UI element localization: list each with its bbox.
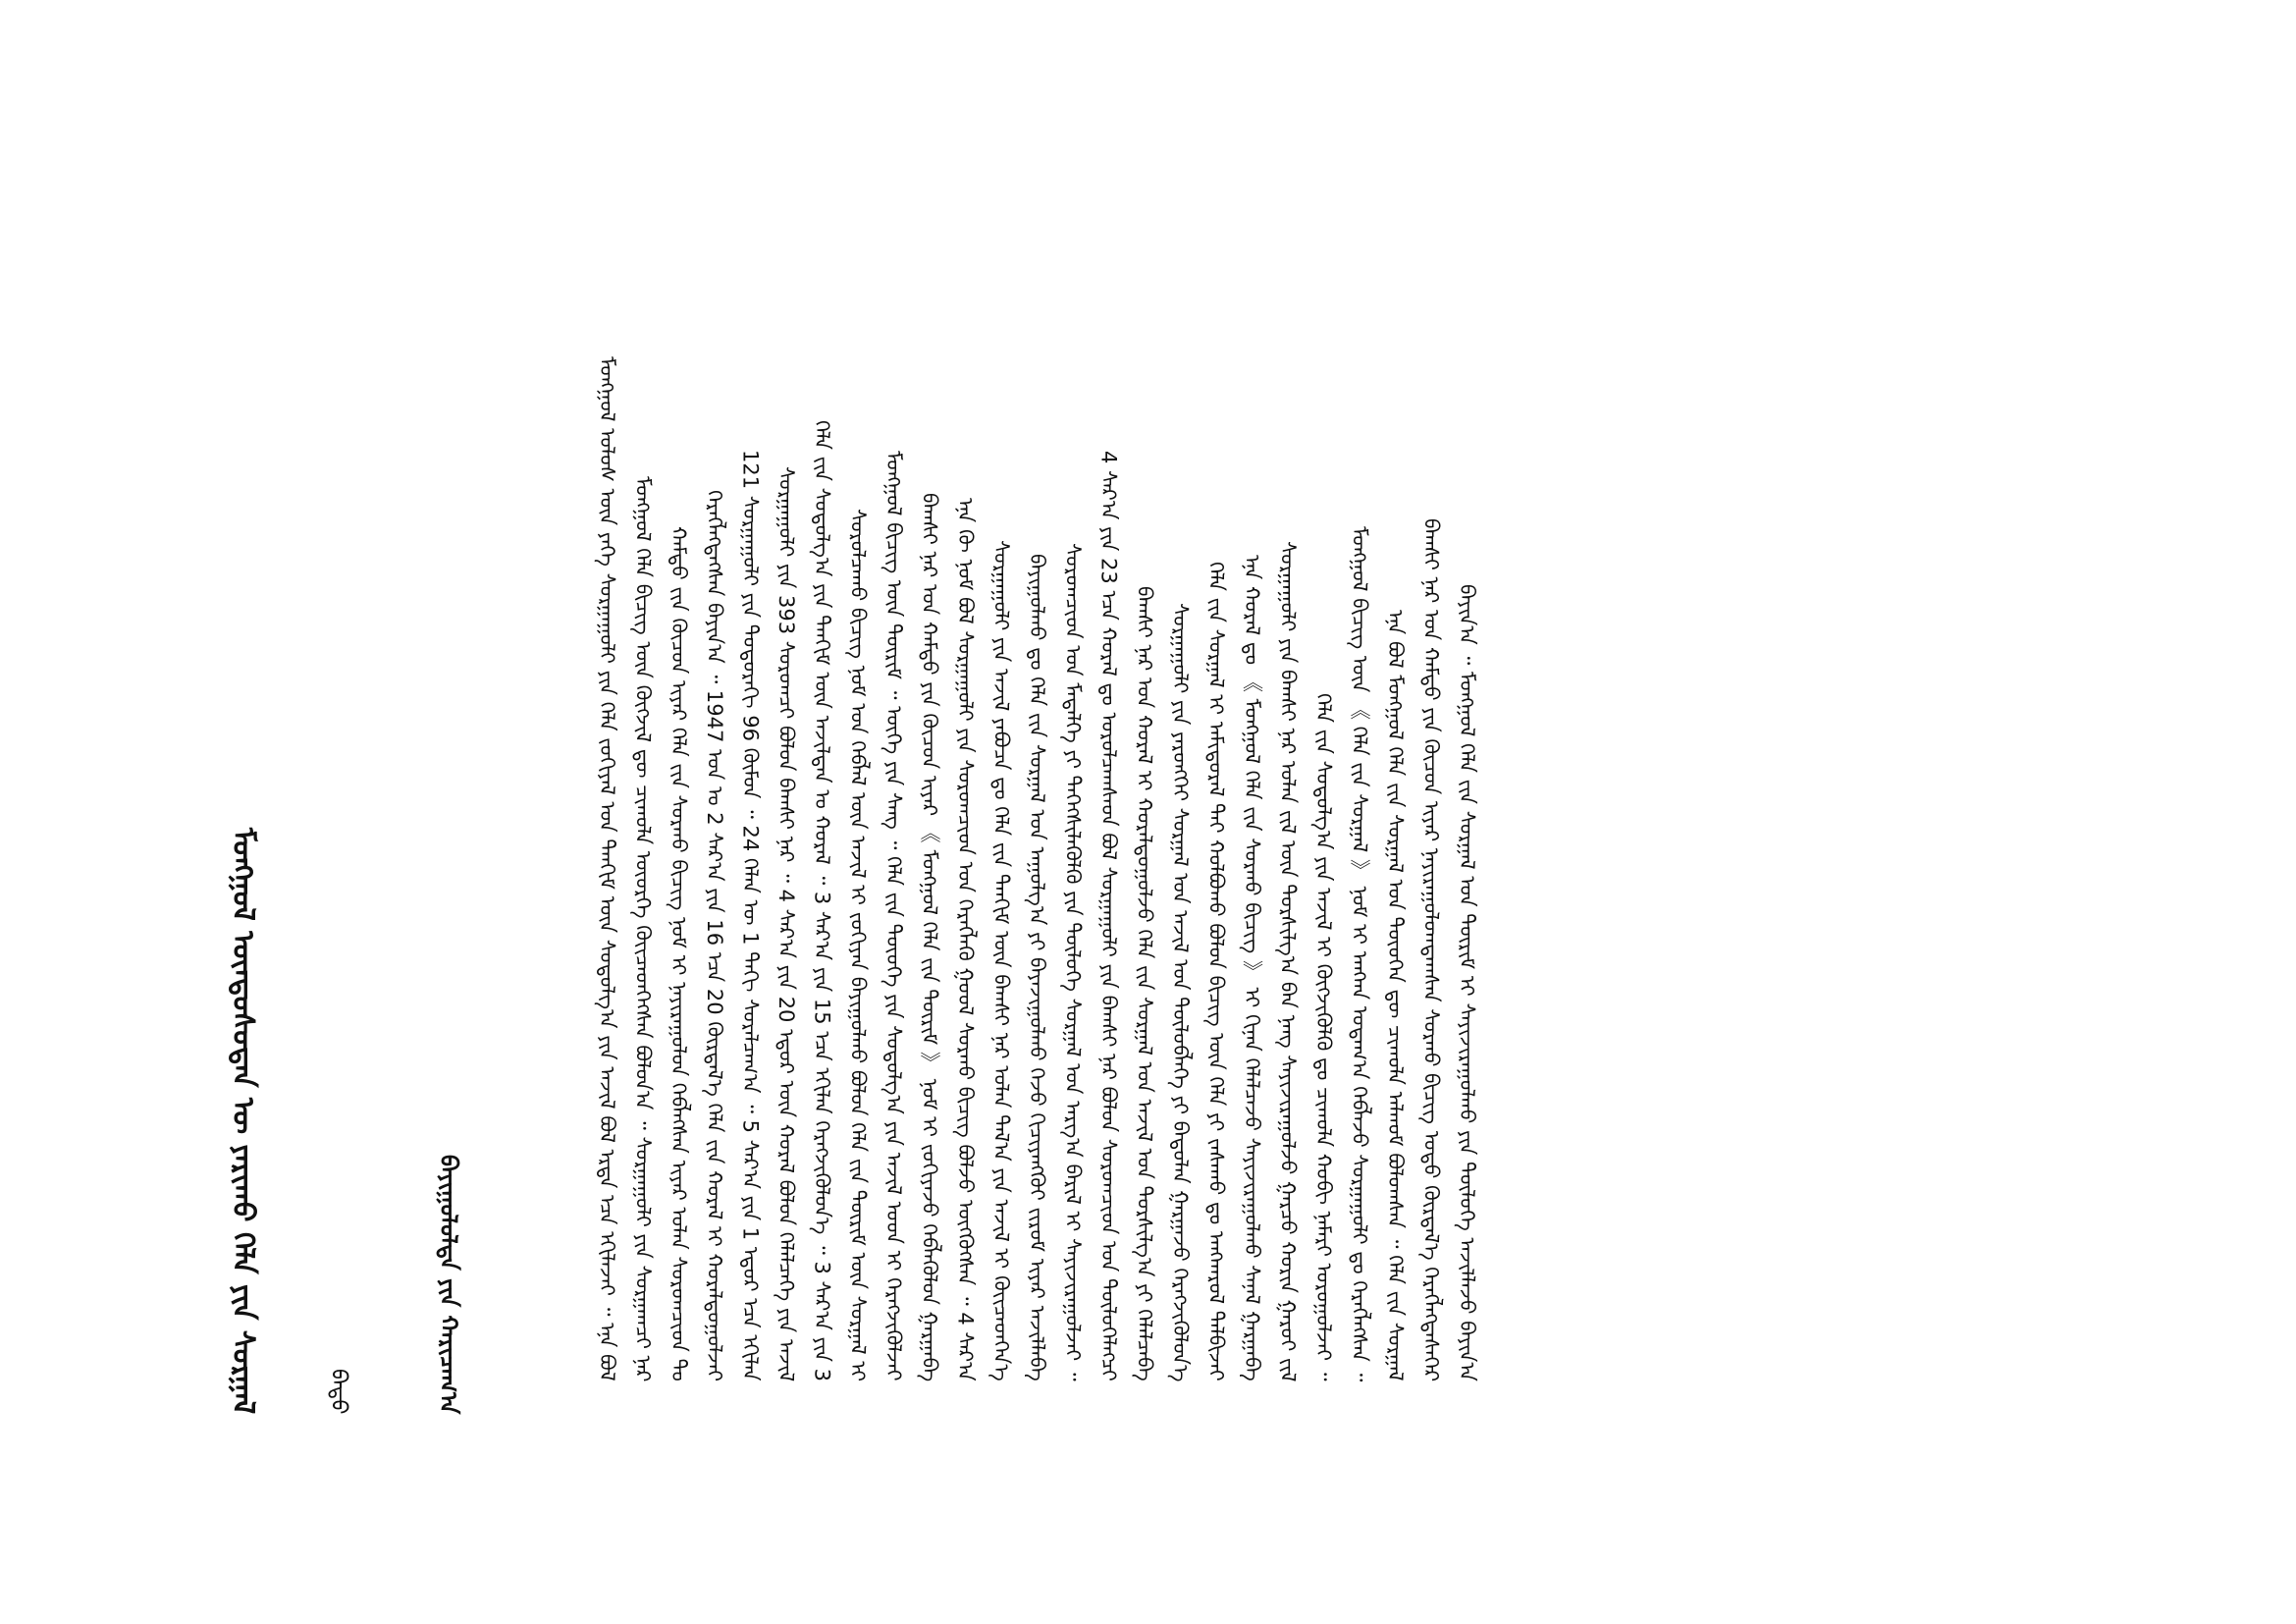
body-column: ᠮᠣᠩᠭᠣᠯ ᠪᠢᠴᠢᠭ ᠦᠨ ᠳᠦᠷᠢᠮ ᠃ ᠦᠭᠡ ᠶᠢᠨ ᠰᠠᠩ ᠃ ᠬᠡᠯᠡ ᠵᠢᠨ ᠲᠦᠦᠬᠡ ᠶᠢᠨ ᠰᠤᠳᠤᠯᠭ᠎ᠠ ᠶᠢᠨ ᠠᠵᠢᠯ ᠤᠳ ᠢ ᠬᠡᠷᠡᠭᠵᠢᠭᠦᠯᠵᠡᠢ xyxy=(881,451,906,1381)
body-column: ᠪᠠᠶᠢᠭᠤᠯᠬᠤ ᠳᠤ ᠬᠡᠯᠡ ᠵᠢᠨ ᠰᠤᠷᠭᠠᠯ ᠤᠨ ᠠᠭᠤᠯᠭ᠎ᠠ ᠶᠢ ᠪᠠᠶᠠᠵᠢᠭᠤᠯᠬᠤ ᠭᠡᠵᠦ ᠬᠢᠴᠢᠶᠡᠩᠭᠦᠢ ᠵᠢᠷᠤᠮ ᠢᠶᠡᠷ ᠠᠵᠢᠯᠯᠠᠪᠠ xyxy=(1025,554,1049,1381)
document-subtitle: ᠪᠠᠶᠢᠭᠤᠯᠤᠯᠲᠠ ᠶᠢᠨ ᠬᠠᠷᠢᠴᠠᠭ᠎ᠠ xyxy=(435,1154,462,1414)
body-column: 121 ᠰᠤᠷᠭᠠᠭᠤᠯᠢ ᠶᠢᠨ ᠳᠣᠲᠣᠷᠠᠬᠢ 96 ᠬᠦᠮᠦᠨ ᠃ 24 ᠬᠡᠯᠡᠨ ᠦ 1 ᠳᠡᠬᠢ ᠰᠤᠷᠠᠯᠴᠠᠭ᠎ᠠ ᠃ 5 ᠰᠠᠷ᠎ᠠ ᠶᠢᠨ 1 ᠡᠳᠦᠷ ᠡᠴᠡ ᠡᠬᠢᠯᠡᠨ xyxy=(738,450,763,1381)
body-column: ᠪᠠᠭᠰᠢ ᠨᠠᠷ ᠤᠨ ᠬᠠᠮᠲᠤ ᠶᠢᠨ ᠬᠦᠴᠦᠨ ᠢᠶᠡᠷ 《 ᠮᠣᠩᠭᠣᠯ ᠬᠡᠯᠡ ᠵᠢᠨ ᠳᠦᠷᠢᠮ 》 ᠨᠣᠮ ᠢ ᠵᠣᠬᠢᠶᠠᠵᠤ ᠬᠡᠪᠯᠡᠭᠦᠯᠦᠨ ᠭᠠᠷᠭᠠᠪᠠ xyxy=(918,492,941,1381)
body-column: ᠬᠡᠯᠡ ᠵᠢᠨ ᠰᠤᠳᠤᠯᠭ᠎ᠠ ᠶᠢᠨ ᠲᠡᠨᠬᠢᠮ ᠦᠨ ᠠᠵᠢᠯᠲᠠᠨ ᠤ ᠬᠤᠷᠠᠯ ᠃ 3 ᠰᠠᠷ᠎ᠠ ᠶᠢᠨ 15 ᠡᠴᠡ ᠡᠬᠢᠯᠡᠨ ᠬᠡᠷᠡᠭᠵᠢᠭᠦᠯᠦᠨ᠎ᠡ ᠃ 3 ᠰᠠᠷ᠎ᠠ ᠶᠢᠨ 3 xyxy=(810,420,834,1381)
body-column: ᠰᠤᠷᠤᠯᠴᠠᠬᠤ ᠪᠢᠴᠢᠭ ᠨᠣᠮ ᠤᠨ ᠬᠡᠪᠯᠡᠯ ᠦᠨ ᠠᠵᠢᠯ ᠢ ᠵᠣᠬᠢᠶᠠᠨ ᠪᠠᠶᠢᠭᠤᠯᠬᠤ ᠪᠣᠯᠤᠨ ᠬᠡᠯᠡ ᠵᠢᠨ ᠳᠦᠷᠢᠮ ᠦᠨ ᠰᠤᠷᠭᠠᠯ ᠢ xyxy=(846,508,870,1381)
body-column: ᠰᠤᠷᠤᠭᠴᠢᠳ ᠤᠨ ᠮᠡᠳᠡᠯᠭᠡ ᠶᠢ ᠳᠡᠭᠡᠭᠰᠢᠯᠡᠭᠦᠯᠬᠦ ᠶᠢᠨ ᠲᠥᠯᠥᠭᠡ ᠰᠤᠷᠭᠠᠯ ᠤᠨ ᠠᠷᠭ᠎ᠠ ᠪᠠᠷᠢᠯ ᠢ ᠰᠠᠶᠢᠵᠢᠷᠠᠭᠤᠯᠵᠠᠢ ᠃ xyxy=(1061,543,1085,1381)
body-column: ᠰᠤᠷᠭᠠᠭᠤᠯᠢ ᠶᠢᠨ 393 ᠰᠤᠷᠤᠭᠴᠢ ᠪᠣᠯᠤᠨ ᠪᠠᠭᠰᠢ ᠨᠠᠷ ᠃ 4 ᠰᠠᠷ᠎ᠠ ᠶᠢᠨ 20 ᠡᠳᠦᠷ ᠦᠨ ᠬᠤᠷᠠᠯ ᠪᠣᠯᠤᠨ ᠬᠡᠯᠡᠯᠴᠡᠭᠡ ᠶᠢᠨ ᠠᠵᠢᠯ xyxy=(774,465,798,1381)
body-column: ᠪᠠᠶᠢᠨ᠎ᠠ ᠃ ᠮᠣᠩᠭᠣᠯ ᠬᠡᠯᠡ ᠵᠢᠨ ᠰᠤᠷᠭᠠᠯ ᠤᠨ ᠳᠦᠷᠢᠮ ᠢ ᠰᠠᠶᠢᠵᠢᠷᠠᠭᠤᠯᠬᠤ ᠶᠢᠨ ᠲᠥᠯᠥᠭᠡ ᠠᠵᠢᠯᠯᠠᠵᠤ ᠪᠠᠶᠢᠨ᠎ᠠ xyxy=(1455,584,1479,1381)
body-column: ᠮᠣᠩᠭᠣᠯ ᠪᠢᠴᠢᠭ ᠦᠨ 《 ᠬᠡᠯᠡ ᠵᠢᠨ ᠰᠤᠷᠭᠠᠯ 》 ᠨᠣᠮ ᠢ ᠠᠩᠬᠠ ᠤᠳᠠᠭ᠎ᠠ ᠬᠡᠪᠯᠡᠵᠦ ᠰᠤᠷᠭᠠᠭᠤᠯᠢ ᠳᠤ ᠬᠡᠷᠡᠭᠯᠡᠭᠰᠡᠨ ᠃ xyxy=(1348,525,1371,1381)
body-column: ᠪᠠᠭᠰᠢ ᠨᠠᠷ ᠤᠨ ᠬᠤᠷᠠᠯ ᠢ ᠬᠤᠷᠠᠯᠳᠤᠭᠤᠯᠵᠤ ᠬᠡᠯᠡ ᠵᠢᠨ ᠰᠤᠷᠭᠠᠯ ᠤᠨ ᠠᠵᠢᠯ ᠤᠨ ᠲᠤᠷᠰᠢᠯᠭ᠎ᠠ ᠶᠢ ᠬᠡᠯᠡᠯᠴᠡᠪᠡ xyxy=(1133,586,1156,1381)
body-column: ᠮᠣᠩᠭᠣᠯ ᠤᠯᠤᠰ ᠦᠨ ᠶᠡᠬᠡ ᠰᠤᠷᠭᠠᠭᠤᠯᠢ ᠶᠢᠨ ᠬᠡᠯᠡ ᠵᠣᠬᠢᠶᠠᠯ ᠤᠨ ᠲᠡᠨᠬᠢᠮ ᠦᠨ ᠰᠤᠳᠤᠯᠭ᠎ᠠ ᠶᠢᠨ ᠠᠵᠢᠯ ᠪᠣᠯ ᠡᠷᠲᠡ ᠡᠴᠡ ᠡᠬᠢᠯᠡᠵᠡᠢ ᠃ ᠡᠨᠡ ᠪᠣᠯ xyxy=(595,356,619,1381)
body-column: ᠡᠨᠡ ᠬᠤᠷᠠᠯ ᠳᠤ 《 ᠮᠣᠩᠭᠣᠯ ᠬᠡᠯᠡ ᠵᠢᠨ ᠰᠤᠷᠬᠤ ᠪᠢᠴᠢᠭ 》 ᠢ ᠬᠢᠨᠠᠨ ᠬᠡᠯᠡᠯᠴᠡᠵᠦ ᠰᠠᠶᠢᠵᠢᠷᠠᠭᠤᠯᠬᠤ ᠰᠠᠨᠠᠯ ᠭᠠᠷᠭᠠᠪᠠ xyxy=(1240,555,1264,1381)
body-column: ᠪᠠᠭᠰᠢ ᠨᠠᠷ ᠤᠨ ᠬᠠᠮᠲᠤ ᠶᠢᠨ ᠬᠦᠴᠦᠨ ᠢᠶᠡᠷ ᠨᠠᠶᠢᠷᠠᠭᠤᠯᠤᠭᠳᠠᠭᠰᠠᠨ ᠰᠤᠷᠬᠤ ᠪᠢᠴᠢᠭ ᠣᠳᠣ ᠬᠦᠷᠲᠡᠯ᠎ᠡ ᠬᠡᠷᠡᠭᠯᠡᠭᠳᠡᠰᠡᠭᠡᠷ xyxy=(1419,517,1443,1381)
body-text xyxy=(589,228,2061,1381)
body-column: ᠡᠨᠡ ᠪᠣᠯ ᠮᠣᠩᠭᠣᠯ ᠬᠡᠯᠡ ᠵᠢᠨ ᠰᠤᠷᠭᠠᠯ ᠤᠨ ᠲᠦᠦᠬᠡᠨ ᠳᠦ ᠴᠢᠬᠤᠯᠠ ᠠᠯᠬᠤᠮ ᠪᠣᠯᠤᠭᠰᠠᠨ ᠃ ᠬᠡᠯᠡ ᠵᠢᠨ ᠰᠤᠷᠭᠠᠯ xyxy=(1383,610,1408,1381)
document-title: ᠮᠣᠩᠭᠣᠯ ᠦᠨᠳᠦᠰᠦᠲᠡᠨ ᠦ ᠶᠠᠷᠢᠬᠤ ᠬᠡᠯᠡ ᠶᠢᠨ ᠰᠤᠷᠭᠠᠯ xyxy=(226,827,260,1414)
body-column: ᠬᠡᠯᠡ ᠵᠢᠨ ᠰᠤᠷᠭᠠᠯ ᠢ ᠠᠮᠢᠳᠤᠷᠠᠯ ᠲᠠᠢ ᠬᠣᠯᠪᠣᠬᠤ ᠪᠣᠯᠤᠨ ᠪᠢᠴᠢᠭ ᠦᠨ ᠬᠡᠯᠡ ᠶᠢ ᠵᠠᠰᠠᠬᠤ ᠳᠤ ᠠᠩᠬᠠᠷᠤᠯ ᠲᠠᠯᠪᠢᠵᠠᠢ xyxy=(1204,562,1228,1381)
body-column: ᠬᠡᠯᠡ ᠵᠢᠨ ᠰᠤᠳᠤᠯᠭ᠎ᠠ ᠶᠢᠨ ᠠᠵᠢᠯ ᠢ ᠬᠥᠭᠵᠢᠭᠦᠯᠬᠦ ᠳᠤ ᠴᠢᠬᠤᠯᠠ ᠬᠤᠪᠢ ᠨᠡᠮᠡᠷᠢ ᠣᠷᠤᠭᠤᠯᠵᠠᠢ ᠃ xyxy=(1311,693,1336,1381)
body-column: ᠮᠣᠩᠭᠣᠯ ᠬᠡᠯᠡ ᠪᠢᠴᠢᠭ ᠦᠨ ᠬᠥᠭᠵᠢᠯ ᠳᠦ ᠴᠢᠬᠤᠯᠠ ᠦᠦᠷᠭᠡ ᠭᠦᠢᠴᠡᠳᠬᠡᠭᠰᠡᠨ ᠪᠣᠯᠤᠨ᠎ᠠ ᠃ ᠰᠤᠷᠭᠠᠭᠤᠯᠢ ᠶᠢᠨ ᠰᠤᠷᠭᠠᠭᠴᠢ ᠨᠠᠷ xyxy=(631,475,655,1381)
body-column: ᠬᠡᠷᠡᠭᠯᠡᠭᠳᠡᠭᠰᠡᠨ ᠪᠠᠶᠢᠨ᠎ᠠ ᠃ 1947 ᠣᠨ ᠤ 2 ᠰᠠᠷ᠎ᠠ ᠶᠢᠨ 16 ᠡᠴᠡ 20 ᠬᠦᠷᠲᠡᠯ᠎ᠡ ᠬᠡᠯᠡ ᠵᠢᠨ ᠬᠤᠷᠠᠯ ᠢ ᠬᠤᠷᠠᠯᠳᠤᠭᠤᠯᠵᠠᠢ xyxy=(703,489,726,1381)
body-column: ᠰᠤᠷᠭᠠᠭᠤᠯᠢ ᠶᠢᠨ ᠶᠡᠷᠦᠩᠬᠡᠢ ᠰᠤᠷᠭᠠᠯ ᠤᠨ ᠠᠵᠢᠯ ᠤᠨ ᠲᠥᠯᠥᠪᠯᠡᠭᠡ ᠶᠢ ᠪᠠᠲᠤᠯᠠᠨ ᠭᠠᠷᠭᠠᠵᠤ ᠬᠡᠷᠡᠭᠵᠢᠭᠦᠯᠦᠨ᠎ᠡ xyxy=(1168,602,1193,1381)
body-column: ᠡᠨᠡ ᠬᠦ ᠨᠣᠮ ᠪᠣᠯ ᠰᠤᠷᠭᠠᠭᠤᠯᠢ ᠶᠢᠨ ᠰᠤᠷᠤᠭᠴᠢᠳ ᠤᠨ ᠬᠡᠷᠡᠭᠯᠡᠬᠦ ᠭᠣᠣᠯ ᠰᠤᠷᠬᠤ ᠪᠢᠴᠢᠭ ᠪᠣᠯᠵᠤ ᠥᠭᠭᠦᠭᠰᠡᠨ ᠃ 4 ᠰᠠᠷ᠎ᠠ xyxy=(953,498,978,1381)
body-column: ᠬᠠᠮᠲᠤ ᠵᠢᠨ ᠬᠦᠴᠦᠨ ᠢᠶᠡᠷ ᠬᠡᠯᠡ ᠵᠢᠨ ᠰᠤᠷᠬᠤ ᠪᠢᠴᠢᠭ ᠨᠣᠮ ᠢ ᠨᠠᠶᠢᠷᠠᠭᠤᠯᠤᠨ ᠬᠡᠪᠯᠡᠭᠰᠡᠨ ᠢᠶᠡᠷ ᠣᠯᠠᠨ ᠰᠤᠷᠤᠭᠴᠢᠳ ᠲᠤ xyxy=(667,526,691,1381)
body-column: ᠰᠤᠷᠭᠠᠭᠤᠯᠢ ᠶᠢᠨ ᠠᠵᠢᠯ ᠶᠠᠪᠤᠴᠠ ᠳᠤ ᠬᠡᠯᠡ ᠵᠢᠨ ᠲᠡᠨᠬᠢᠮ ᠦᠨ ᠪᠠᠭᠰᠢ ᠨᠠᠷ ᠣᠯᠠᠨ ᠲᠠᠯ᠎ᠠ ᠶᠢᠨ ᠠᠵᠢᠯ ᠢ ᠭᠦᠢᠴᠡᠳᠬᠡᠨ᠎ᠡ xyxy=(989,540,1013,1381)
document-author: ᠪᠠᠲᠤ xyxy=(326,1368,350,1414)
body-column: 4 ᠰᠠᠷ᠎ᠠ ᠶᠢᠨ 23 ᠡᠴᠡ ᠬᠤᠷᠠᠯ ᠳᠤ ᠣᠷᠤᠯᠴᠠᠭᠰᠠᠳ ᠪᠣᠯ ᠰᠤᠷᠭᠠᠭᠤᠯᠢ ᠶᠢᠨ ᠪᠠᠭᠰᠢ ᠨᠠᠷ ᠪᠣᠯᠤᠨ ᠰᠤᠷᠤᠭᠴᠢᠳ ᠤᠨ ᠲᠥᠯᠥᠭᠡᠯᠡᠭᠴᠢ xyxy=(1096,451,1121,1381)
body-column: ᠰᠤᠷᠭᠠᠭᠤᠯᠢ ᠶᠢᠨ ᠪᠠᠭᠰᠢ ᠨᠠᠷ ᠣᠯᠠᠨ ᠵᠢᠯ ᠦᠨ ᠲᠤᠷᠰᠢᠯᠭ᠎ᠠ ᠪᠠᠨ ᠨᠡᠩ ᠰᠠᠶᠢᠵᠢᠷᠠᠭᠤᠯᠵᠤ ᠭᠠᠷᠴᠤ ᠬᠣᠷᠢᠨ ᠭᠠᠷᠤᠢ ᠵᠢᠯ xyxy=(1276,540,1300,1381)
